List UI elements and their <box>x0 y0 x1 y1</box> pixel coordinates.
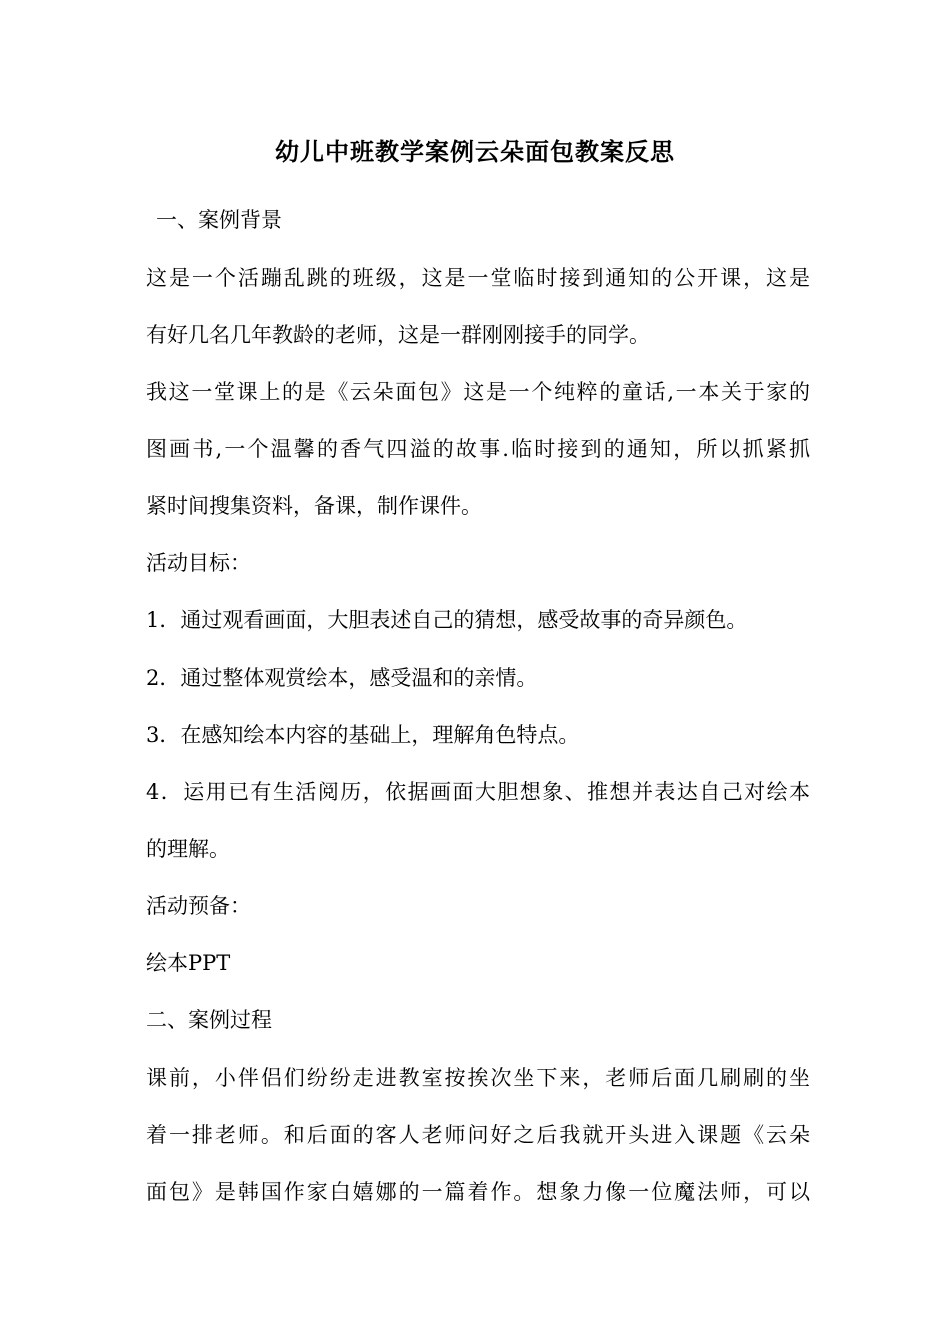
goal-item-3: 3．在感知绘本内容的基础上，理解角色特点。 <box>146 723 580 747</box>
goal-item-4-continued: 的理解。 <box>146 837 230 861</box>
goal-item-4: 4．运用已有生活阅历，依据画面大胆想象、推想并表达自己对绘本 <box>146 780 810 804</box>
paragraph-line: 着一排老师。和后面的客人老师问好之后我就开头进入课题《云朵 <box>146 1123 810 1147</box>
paragraph-line: 面包》是韩国作家白嬉娜的一篇着作。想象力像一位魔法师，可以 <box>146 1180 810 1204</box>
goals-heading: 活动目标： <box>146 551 251 575</box>
paragraph-line: 紧时间搜集资料，备课，制作课件。 <box>146 494 482 518</box>
paragraph-line: 我这一堂课上的是《云朵面包》这是一个纯粹的童话,一本关于家的 <box>146 380 810 404</box>
goal-item-2: 2．通过整体观赏绘本，感受温和的亲情。 <box>146 666 538 690</box>
paragraph-line: 课前，小伴侣们纷纷走进教室按挨次坐下来，老师后面几刷刷的坐 <box>146 1066 810 1090</box>
paragraph-line: 有好几名几年教龄的老师，这是一群刚刚接手的同学。 <box>146 323 650 347</box>
document-title: 幼儿中班教学案例云朵面包教案反思 <box>275 137 675 166</box>
section-heading-process: 二、案例过程 <box>146 1008 272 1032</box>
section-heading-background: 一、案例背景 <box>156 208 282 232</box>
goal-item-1: 1．通过观看画面，大胆表述自己的猜想，感受故事的奇异颜色。 <box>146 608 748 632</box>
paragraph-line: 图画书,一个温馨的香气四溢的故事.临时接到的通知，所以抓紧抓 <box>146 437 810 461</box>
preparation-heading: 活动预备： <box>146 894 251 918</box>
preparation-item: 绘本PPT <box>146 951 231 975</box>
paragraph-line: 这是一个活蹦乱跳的班级，这是一堂临时接到通知的公开课，这是 <box>146 266 810 290</box>
